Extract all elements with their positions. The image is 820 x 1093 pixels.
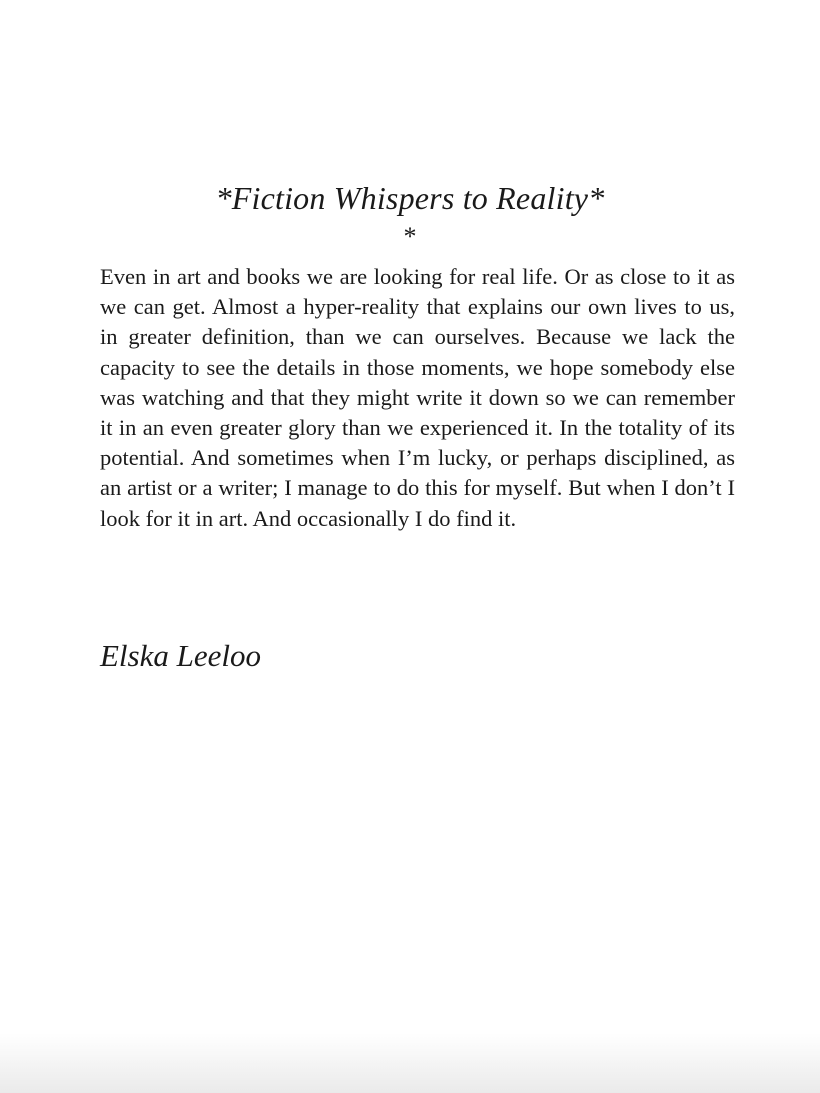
page-bottom-shadow	[0, 1033, 820, 1093]
author-name: Elska Leeloo	[100, 638, 261, 673]
asterisk-ornament: *	[403, 222, 417, 251]
poem-title: *Fiction Whispers to Reality*	[215, 180, 605, 216]
body-paragraph: Even in art and books we are looking for real life. Or as close to it as we can get. Almost a hyper-reality that explains our own lives to us, in greater definition, than we can ourselves. Because we lack the capacity to see the details in those moments, we hope somebody else was watching and that they might write it down so we can remember it in an even greater glory than we experienced it. In the totality of its potential. And sometimes when I’m lucky, or perhaps disciplined, as an artist or a writer; I manage to do this for myself. But when I don’t I look for it in art. And occasionally I do find it.	[100, 264, 735, 531]
